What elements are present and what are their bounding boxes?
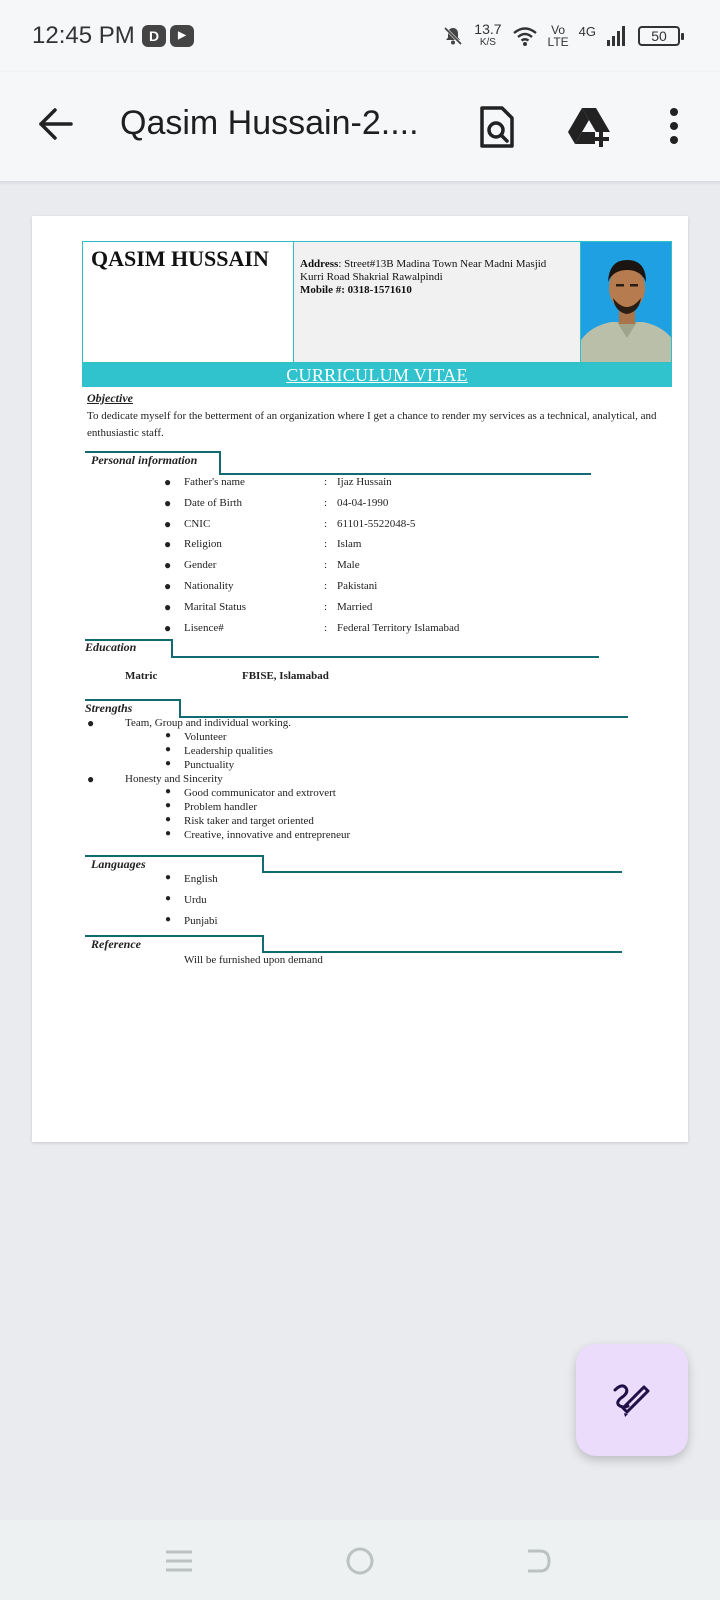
bullet: ● — [164, 579, 172, 593]
personal-info-value: Ijaz Hussain — [337, 476, 392, 488]
bullet: ● — [165, 814, 172, 825]
recent-apps-icon[interactable] — [162, 1544, 196, 1578]
status-time: 12:45 PM — [32, 22, 135, 49]
personal-info-heading: Personal information — [91, 453, 198, 467]
colon: : — [324, 580, 328, 592]
edit-fab-button[interactable] — [576, 1344, 688, 1456]
bullet: ● — [165, 800, 172, 811]
personal-info-label: Lisence# — [184, 621, 224, 634]
personal-info-label: Marital Status — [184, 600, 247, 613]
edit-pen-icon — [612, 1380, 652, 1420]
muted-bell-icon — [442, 25, 464, 47]
resume-header — [82, 241, 672, 387]
colon: : — [324, 496, 328, 509]
strength-item: Punctuality — [184, 759, 235, 771]
contact-box — [294, 241, 580, 363]
bullet: ● — [165, 744, 172, 755]
wifi-icon — [512, 25, 538, 47]
name-box — [82, 241, 294, 363]
personal-info-label: CNIC — [184, 517, 211, 530]
personal-info-value: Islam — [337, 538, 362, 551]
strength-item: Good communicator and extrovert — [184, 787, 336, 799]
home-icon[interactable] — [343, 1544, 377, 1578]
network-speed: 13.7 K/S — [474, 21, 502, 48]
colon: : — [324, 600, 328, 613]
status-bar — [0, 0, 720, 72]
bullet: ● — [164, 495, 172, 510]
system-nav-bar — [0, 1520, 720, 1600]
strength-item: Leadership qualities — [184, 745, 273, 757]
strength-item: Creative, innovative and entrepreneur — [184, 829, 351, 841]
back-arrow-icon[interactable] — [36, 104, 76, 144]
volte-indicator: Vo LTE — [547, 23, 569, 49]
back-nav-icon[interactable] — [520, 1544, 554, 1578]
bullet: ● — [87, 716, 95, 730]
bullet: ● — [165, 914, 172, 925]
document-page[interactable] — [32, 216, 688, 1142]
profile-photo — [580, 241, 672, 363]
bullet: ● — [165, 730, 172, 741]
education-heading: Education — [85, 640, 137, 654]
bullet: ● — [164, 620, 172, 635]
find-in-document-icon[interactable] — [478, 106, 516, 148]
personal-info-label: Father's name — [184, 476, 245, 488]
cv-banner: CURRICULUM VITAE — [82, 363, 672, 387]
bullet: ● — [165, 786, 172, 797]
candidate-name: QASIM HUSSAIN — [91, 246, 269, 271]
reference-text: Will be furnished upon demand — [184, 954, 323, 966]
personal-info-label: Gender — [184, 559, 217, 572]
personal-info-value: Federal Territory Islamabad — [337, 621, 460, 634]
document-title: Qasim Hussain-2.... — [120, 104, 419, 142]
personal-info-value: 04-04-1990 — [337, 496, 389, 509]
bullet: ● — [165, 872, 172, 883]
strength-item: Risk taker and target oriented — [184, 815, 314, 827]
strength-item: Volunteer — [184, 731, 227, 743]
colon: : — [324, 559, 328, 572]
strength-group-1: Team, Group and individual working. — [125, 717, 292, 729]
bullet: ● — [165, 828, 172, 839]
reference-heading: Reference — [91, 937, 141, 951]
app-notification-icon-d: D — [142, 25, 166, 47]
bullet: ● — [165, 758, 172, 769]
personal-info-label: Religion — [184, 538, 222, 551]
app-bar — [0, 72, 720, 182]
add-to-drive-icon[interactable] — [568, 104, 616, 148]
personal-info-value: 61101-5522048-5 — [337, 517, 416, 530]
bullet: ● — [164, 537, 172, 552]
youtube-icon: ▶ — [170, 25, 194, 47]
bullet: ● — [164, 516, 172, 531]
contact-details: Address: Street#13B Madina Town Near Madni Masjid Kurri Road Shakrial Rawalpindi Mobile #: 0318-1571610 — [300, 258, 547, 296]
bullet: ● — [164, 599, 172, 614]
personal-info-label: Nationality — [184, 580, 234, 592]
strength-group-2: Honesty and Sincerity — [125, 773, 223, 785]
network-type: 4G — [578, 23, 596, 39]
personal-info-value: Male — [337, 559, 360, 572]
personal-info-value: Pakistani — [337, 580, 378, 592]
battery-icon: 50 — [638, 26, 680, 46]
signal-icon — [606, 25, 628, 47]
personal-info-label: Date of Birth — [184, 496, 243, 509]
colon: : — [324, 476, 328, 488]
objective-heading: Objective — [87, 391, 133, 405]
language-item: Punjabi — [184, 915, 218, 927]
strength-item: Problem handler — [184, 801, 258, 813]
colon: : — [324, 517, 328, 530]
bullet: ● — [164, 475, 172, 489]
education-degree: Matric — [125, 670, 158, 682]
more-options-icon[interactable] — [660, 106, 688, 146]
personal-info-value: Married — [337, 600, 373, 613]
colon: : — [324, 538, 328, 551]
language-item: English — [184, 873, 218, 885]
bullet: ● — [165, 893, 172, 904]
strengths-heading: Strengths — [85, 701, 133, 715]
bullet: ● — [164, 558, 172, 573]
education-board: FBISE, Islamabad — [242, 670, 329, 682]
language-item: Urdu — [184, 894, 207, 906]
bullet: ● — [87, 772, 95, 786]
languages-heading: Languages — [91, 857, 146, 871]
objective-text: To dedicate myself for the betterment of an organization where I get a chance to render my services as a technical, analytical, and enthusiastic staff. — [87, 410, 657, 439]
colon: : — [324, 621, 328, 634]
